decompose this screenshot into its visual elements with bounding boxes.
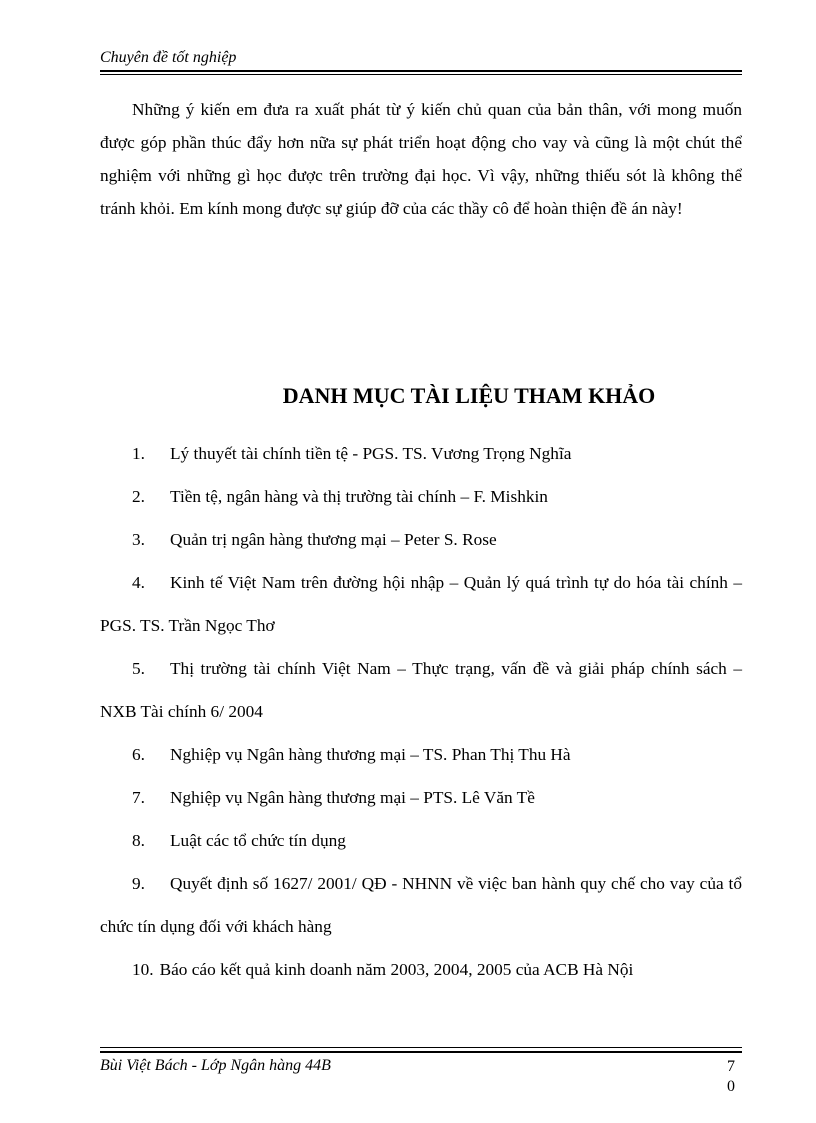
references-title: DANH MỤC TÀI LIỆU THAM KHẢO: [282, 383, 656, 408]
reference-text: Quyết định số 1627/ 2001/ QĐ - NHNN về việc ban hành quy chế cho vay của tổ chức tín dụng đối với khách hàng: [100, 874, 742, 936]
reference-item: [100, 561, 742, 647]
reference-number: 10.: [132, 960, 154, 979]
reference-number: 9.: [132, 874, 145, 893]
reference-text: Thị trường tài chính Việt Nam – Thực trạng, vấn đề và giải pháp chính sách – NXB Tài chính 6/ 2004: [100, 659, 742, 721]
reference-item: [100, 733, 742, 776]
intro-paragraph: Những ý kiến em đưa ra xuất phát từ ý kiến chủ quan của bản thân, với mong muốn được góp phần thúc đẩy hơn nữa sự phát triển hoạt động cho vay và cũng là một chút thể nghiệm với những gì học được trên trường đại học. Vì vậy, những thiếu sót là không thể tránh khỏi. Em kính mong được sự giúp đỡ của các thầy cô để hoàn thiện đề án này!: [100, 100, 742, 218]
reference-item: [100, 647, 742, 733]
reference-number: 3.: [132, 530, 145, 549]
references-list: [100, 432, 742, 991]
reference-item: [100, 475, 742, 518]
reference-text: Lý thuyết tài chính tiền tệ - PGS. TS. Vương Trọng Nghĩa: [170, 444, 572, 463]
intro-section: [100, 93, 742, 225]
reference-number: 4.: [132, 573, 145, 592]
reference-number: 5.: [132, 659, 145, 678]
reference-number: 6.: [132, 745, 145, 764]
reference-number: 7.: [132, 788, 145, 807]
reference-item: [100, 432, 742, 475]
reference-text: Tiền tệ, ngân hàng và thị trường tài chính – F. Mishkin: [170, 487, 548, 506]
page-number: [724, 1057, 738, 1097]
reference-text: Luật các tổ chức tín dụng: [170, 831, 346, 850]
header-rule-thin: [100, 74, 742, 75]
reference-item: [100, 819, 742, 862]
footer-rule-thick: [100, 1051, 742, 1053]
reference-text: Báo cáo kết quả kinh doanh năm 2003, 2004, 2005 của ACB Hà Nội: [159, 960, 634, 979]
page-number-line1: 7: [727, 1058, 735, 1075]
page-header: Chuyên đề tốt nghiệp: [100, 49, 237, 66]
reference-number: 8.: [132, 831, 145, 850]
reference-text: Quản trị ngân hàng thương mại – Peter S. Rose: [170, 530, 497, 549]
reference-item: [100, 776, 742, 819]
reference-item: [100, 518, 742, 561]
reference-text: Kinh tế Việt Nam trên đường hội nhập – Quản lý quá trình tự do hóa tài chính – PGS. TS. Trần Ngọc Thơ: [100, 573, 742, 635]
reference-item: [100, 948, 742, 991]
reference-number: 2.: [132, 487, 145, 506]
page-number-line2: 0: [727, 1078, 735, 1095]
reference-number: 1.: [132, 444, 145, 463]
footer-rule-thin: [100, 1047, 742, 1048]
reference-text: Nghiệp vụ Ngân hàng thương mại – PTS. Lê Văn Tề: [170, 788, 535, 807]
footer-author: Bùi Việt Bách - Lớp Ngân hàng 44B: [100, 1057, 331, 1074]
reference-text: Nghiệp vụ Ngân hàng thương mại – TS. Phan Thị Thu Hà: [170, 745, 571, 764]
header-rule-thick: [100, 70, 742, 72]
reference-item: [100, 862, 742, 948]
